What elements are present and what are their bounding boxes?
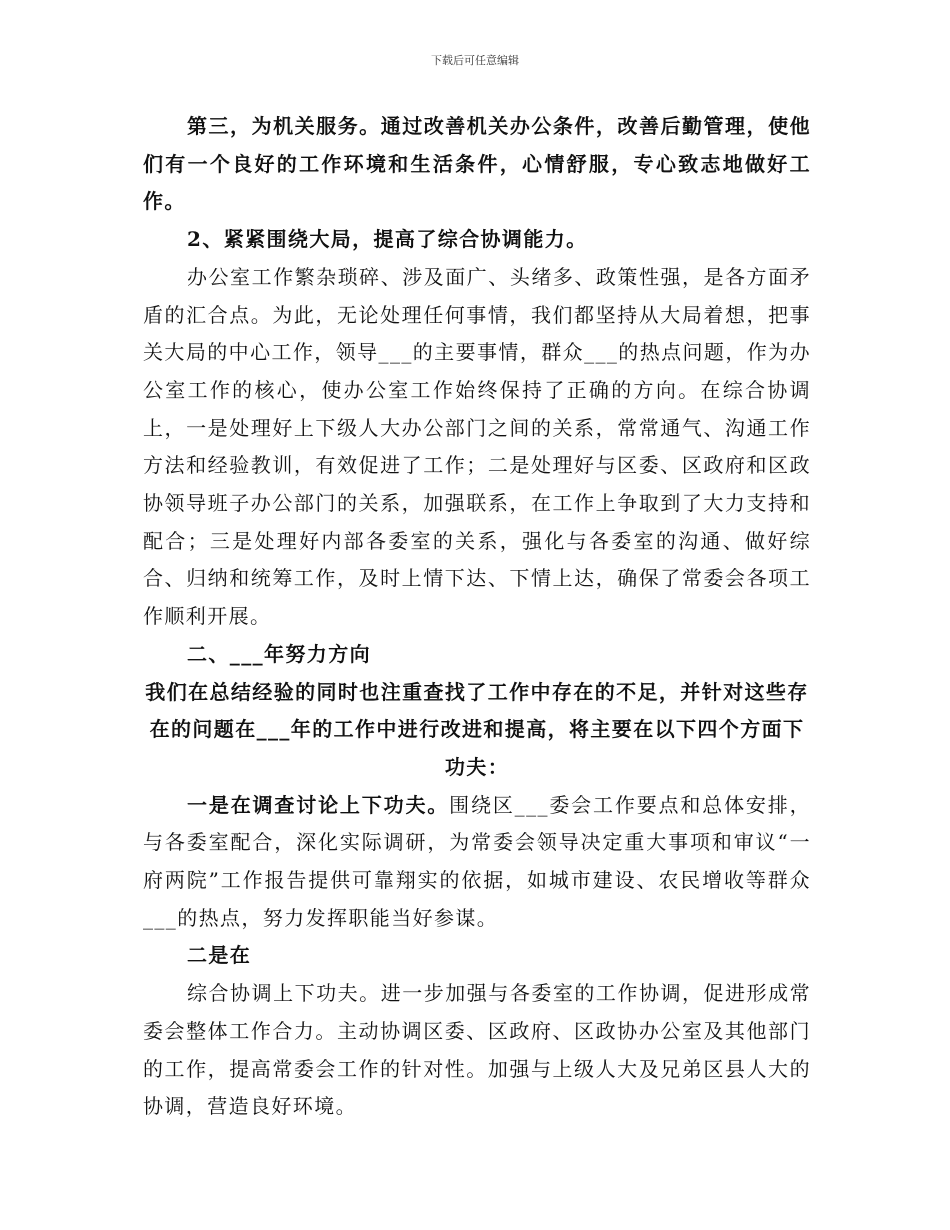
paragraph-office-work: 办公室工作繁杂琐碎、涉及面广、头绪多、政策性强，是各方面矛盾的汇合点。为此，无论处理任何事情，我们都坚持从大局着想，把事关大局的中心工作，领导___的主要事情，群众___的热点问题，作为办公室工作的核心，使办公室工作始终保持了正确的方向。在综合协调上，一是处理好上下级人大办公部门之间的关系，常常通气、沟通工作方法和经验教训，有效促进了工作；二是处理好与区委、区政府和区政协领导班子办公部门的关系，加强联系，在工作上争取到了大力支持和配合；三是处理好内部各委室的关系，强化与各委室的沟通、做好综合、归纳和统筹工作，及时上情下达、下情上达，确保了常委会各项工作顺利开展。 — [143, 264, 811, 629]
paragraph-research — [143, 787, 811, 938]
page-header-note: 下载后可任意编辑 — [431, 54, 519, 67]
document-body — [143, 108, 811, 1126]
research-lead: 一是在调查讨论上下功夫。 — [187, 792, 450, 817]
paragraph-summary-intro: 我们在总结经验的同时也注重查找了工作中存在的不足，并针对这些存在的问题在___年的工作中进行改进和提高，将主要在以下四个方面下功夫： — [145, 679, 809, 779]
paragraph-third-service: 第三，为机关服务。通过改善机关办公条件，改善后勤管理，使他们有一个良好的工作环境和生活条件，心情舒服，专心致志地做好工作。 — [143, 114, 811, 214]
heading-second: 二是在 — [187, 943, 252, 968]
heading-direction: 二、___年努力方向 — [187, 641, 371, 666]
paragraph-coordination: 综合协调上下功夫。进一步加强与各委室的工作协调，促进形成常委会整体工作合力。主动协调区委、区政府、区政协办公室及其他部门的工作，提高常委会工作的针对性。加强与上级人大及兄弟区县人大的协调，营造良好环境。 — [143, 981, 811, 1119]
research-body: 围绕区___委会工作要点和总体安排，与各委室配合，深化实际调研，为常委会领导决定重大事项和审议“一府两院”工作报告提供可靠翔实的依据，如城市建设、农民增收等群众___的热点，努力发挥职能当好参谋。 — [143, 792, 811, 930]
heading-coordination: 2、紧紧围绕大局，提高了综合协调能力。 — [187, 227, 588, 252]
